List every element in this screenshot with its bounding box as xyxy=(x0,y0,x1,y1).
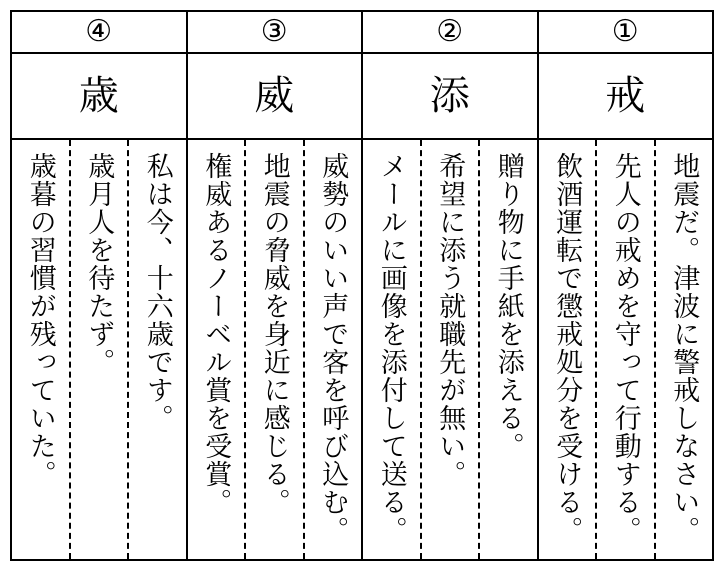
sentence-column xyxy=(363,140,422,559)
sentence-column xyxy=(305,140,362,559)
number-row xyxy=(12,12,712,54)
sentence-column xyxy=(597,140,656,559)
example-sentence: 権威あるノーベル賞を受賞。 xyxy=(200,152,232,516)
number-label: ④ xyxy=(85,14,113,49)
number-cell-4 xyxy=(12,12,188,52)
kanji-worksheet xyxy=(10,10,714,561)
sentence-column xyxy=(12,140,71,559)
kanji-label: 威 xyxy=(254,73,295,119)
sentence-group-4 xyxy=(12,140,188,559)
kanji-label: 歳 xyxy=(78,73,119,119)
sentence-column xyxy=(480,140,537,559)
example-sentence: 威勢のいい声で客を呼び込む。 xyxy=(317,152,349,544)
example-sentence: メールに画像を添付して送る。 xyxy=(375,152,407,544)
sentence-group-1 xyxy=(539,140,713,559)
kanji-label: 戒 xyxy=(605,73,646,119)
example-sentence: 希望に添う就職先が無い。 xyxy=(434,152,466,488)
number-label: ② xyxy=(436,14,464,49)
sentence-group-3 xyxy=(188,140,364,559)
number-label: ③ xyxy=(260,14,288,49)
sentence-column xyxy=(246,140,305,559)
sentence-column xyxy=(656,140,713,559)
example-sentence: 地震の脅威を身近に感じる。 xyxy=(258,152,290,516)
kanji-cell-3 xyxy=(188,54,364,138)
sentence-group-2 xyxy=(363,140,539,559)
sentence-column xyxy=(422,140,481,559)
example-sentence: 歳月人を待たず。 xyxy=(83,152,115,376)
number-cell-1 xyxy=(539,12,713,52)
sentence-column xyxy=(71,140,130,559)
sentence-column xyxy=(539,140,598,559)
number-label: ① xyxy=(611,14,639,49)
kanji-label: 添 xyxy=(429,73,470,119)
number-cell-3 xyxy=(188,12,364,52)
example-sentence: 飲酒運転で懲戒処分を受ける。 xyxy=(551,152,583,544)
kanji-cell-2 xyxy=(363,54,539,138)
example-sentence: 贈り物に手紙を添える。 xyxy=(492,152,524,460)
example-sentence: 私は今、十六歳です。 xyxy=(141,152,173,432)
example-sentence: 先人の戒めを守って行動する。 xyxy=(609,152,641,544)
sentence-column xyxy=(129,140,186,559)
number-cell-2 xyxy=(363,12,539,52)
kanji-cell-1 xyxy=(539,54,713,138)
sentence-column xyxy=(188,140,247,559)
kanji-row xyxy=(12,54,712,140)
kanji-cell-4 xyxy=(12,54,188,138)
example-sentence: 歳暮の習慣が残っていた。 xyxy=(24,152,56,488)
example-sentence: 地震だ。津波に警戒しなさい。 xyxy=(668,152,700,544)
sentence-area xyxy=(12,140,712,559)
